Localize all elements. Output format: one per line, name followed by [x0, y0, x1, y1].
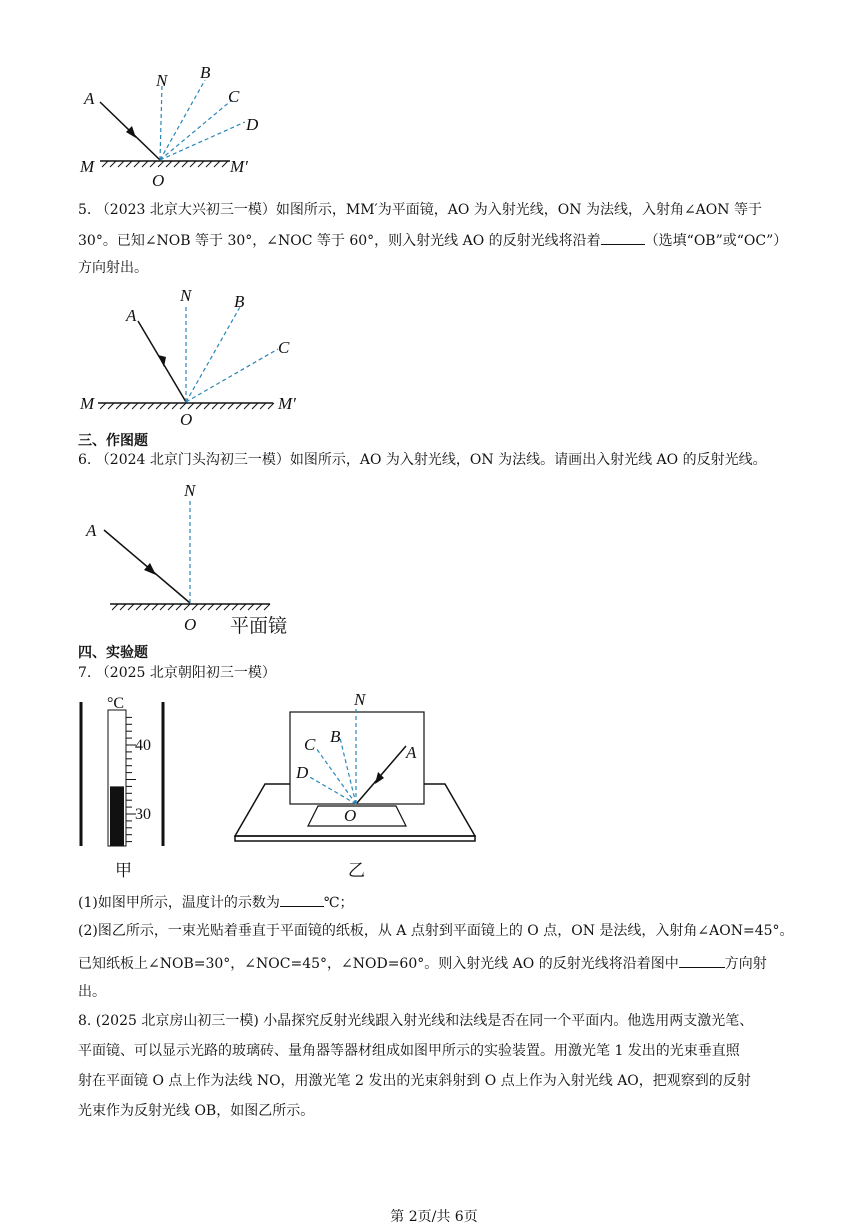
q5-line2-b: （选填“OB”或“OC”） [644, 233, 788, 249]
q7-part2-line3: 出。 [78, 984, 106, 1000]
q8-line3: 射在平面镜 O 点上作为法线 NO，用激光笔 2 发出的光束斜射到 O 点上作为入射光线 AO，把观察到的反射 [78, 1073, 751, 1089]
label-n: N [156, 71, 168, 90]
q7-direction-blank[interactable] [679, 953, 725, 968]
section-heading-drawing: 三、作图题 [78, 433, 148, 449]
thermometer-30: 30 [135, 806, 151, 823]
figure-reflection-top [70, 60, 270, 190]
label-a: A [126, 306, 137, 325]
q8-line2: 平面镜、可以显示光路的玻璃砖、量角器等器材组成如图甲所示的实验装置。用激光笔 1 发出的光束垂直照 [78, 1043, 740, 1059]
label-o: O [344, 806, 357, 825]
page-footer: 第 2页/共 6页 [390, 1209, 478, 1225]
section-heading-experiment: 四、实验题 [78, 645, 148, 661]
label-n: N [184, 481, 196, 500]
thermometer-liquid [110, 786, 124, 846]
q8-line1: 8. (2025 北京房山初三一模) 小晶探究反射光线跟入射光线和法线是否在同一个平面内。他选用两支激光笔、 [78, 1013, 754, 1029]
label-b: B [200, 63, 211, 82]
figure-q6 [80, 478, 320, 643]
q7-part2-line1: (2)图乙所示，一束光贴着垂直于平面镜的纸板，从 A 点射到平面镜上的 O 点，ON 是法线，入射角∠AON=45°。 [78, 923, 794, 939]
q7-part1-a: (1)如图甲所示，温度计的示数为 [78, 895, 280, 911]
label-c: C [228, 87, 240, 106]
label-b: B [330, 727, 341, 746]
q7-temp-blank[interactable] [280, 892, 324, 907]
q7-part1 [78, 892, 354, 912]
figure-experiment [230, 688, 490, 888]
label-a: A [84, 89, 95, 108]
q5-line3: 方向射出。 [78, 260, 148, 276]
label-d: D [246, 115, 259, 134]
q6-text: 6. （2024 北京门头沟初三一模）如图所示，AO 为入射光线，ON 为法线。请画出入射光线 AO 的反射光线。 [78, 452, 767, 468]
label-d: D [296, 763, 309, 782]
q7-part2-line2-b: 方向射 [724, 956, 767, 972]
label-a: A [406, 743, 417, 762]
caption-jia: 甲 [115, 861, 132, 880]
label-m: M [80, 394, 95, 413]
figure-thermometer [75, 690, 175, 890]
thermometer-40: 40 [135, 737, 151, 754]
figure-q5 [78, 285, 308, 430]
label-a: A [86, 521, 97, 540]
label-b: B [234, 292, 245, 311]
q8-line4: 光束作为反射光线 OB，如图乙所示。 [78, 1103, 315, 1119]
caption-yi: 乙 [348, 861, 365, 880]
label-n: N [354, 690, 366, 709]
label-m-prime: M′ [278, 394, 296, 413]
label-c: C [278, 338, 290, 357]
q5-line2-a: 30°。已知∠NOB 等于 30°，∠NOC 等于 60°，则入射光线 AO 的反射光线将沿着 [78, 233, 601, 249]
label-o: O [152, 171, 165, 190]
label-c: C [304, 735, 316, 754]
thermometer-unit: °C [107, 695, 125, 712]
q5-line1: 5. （2023 北京大兴初三一模）如图所示，MM′为平面镜，AO 为入射光线，ON 为法线，入射角∠AON 等于 [78, 202, 762, 218]
q5-line2 [78, 230, 787, 250]
q7-part2-line2 [78, 953, 767, 973]
q7-part1-b: ℃； [323, 895, 354, 911]
label-o: O [184, 615, 197, 634]
q7-part2-line2-a: 已知纸板上∠NOB=30°，∠NOC=45°，∠NOD=60°。则入射光线 AO 的反射光线将沿着图中 [78, 956, 679, 972]
label-m-prime: M′ [230, 157, 248, 176]
label-o: O [180, 410, 193, 429]
label-m: M [80, 157, 95, 176]
q5-answer-blank[interactable] [601, 230, 645, 245]
q7-head: 7. （2025 北京朝阳初三一模） [78, 665, 276, 681]
label-plane-mirror: 平面镜 [230, 616, 288, 637]
label-n: N [180, 286, 192, 305]
